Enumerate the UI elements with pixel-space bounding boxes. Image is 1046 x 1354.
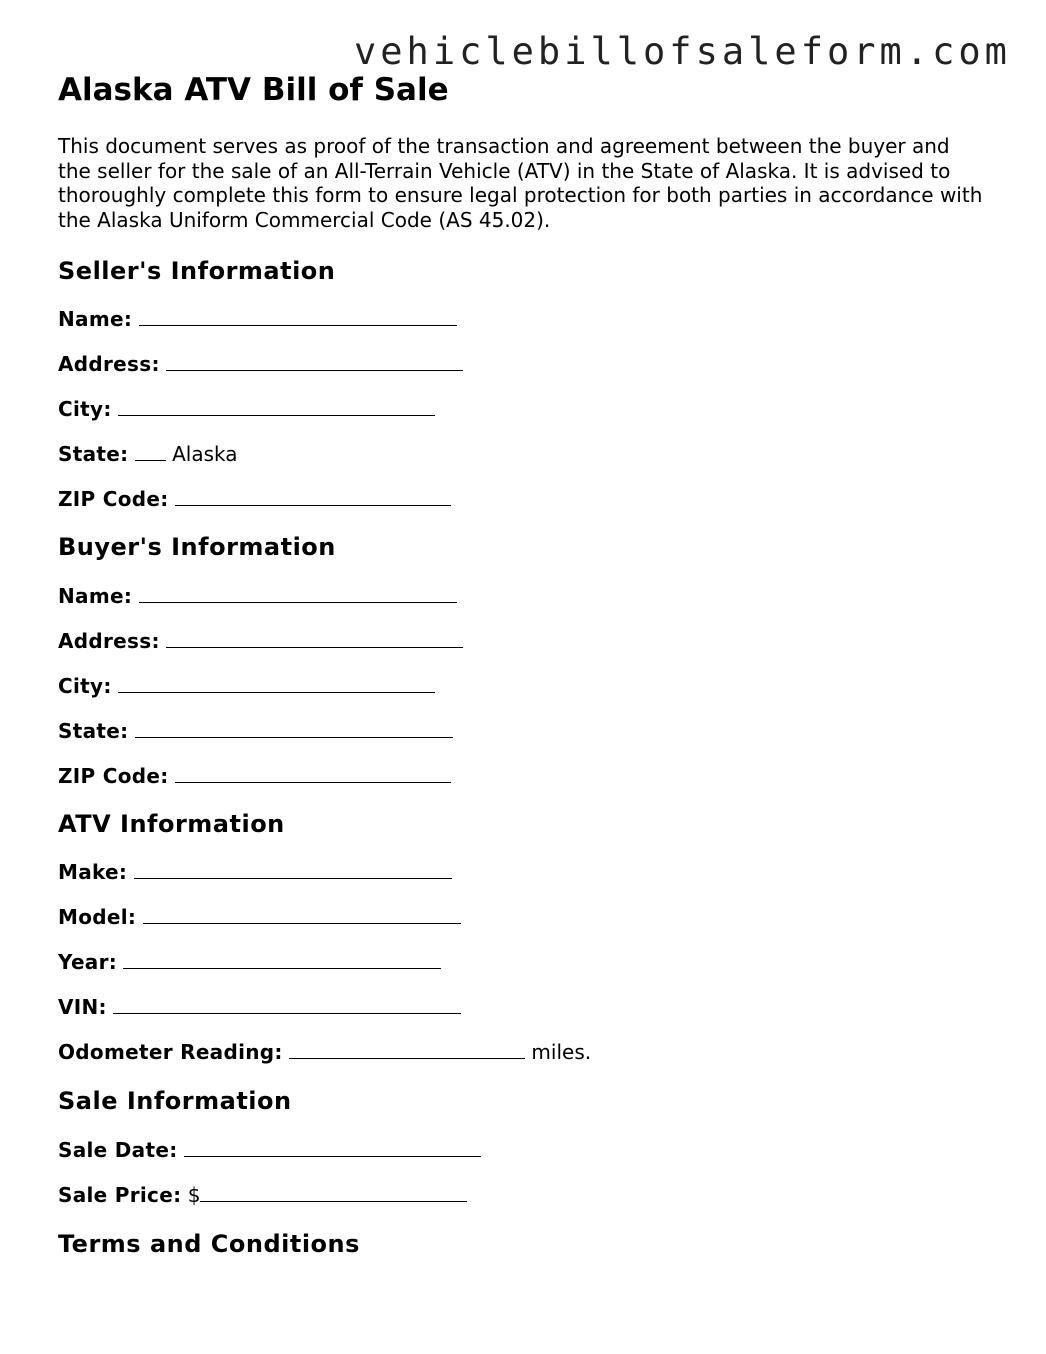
sale-price-currency: $ — [187, 1183, 201, 1207]
sale-date-input[interactable] — [184, 1138, 481, 1157]
atv-odometer-field — [58, 1039, 988, 1065]
seller-name-label: Name: — [58, 307, 133, 331]
seller-name-input[interactable] — [139, 307, 457, 326]
atv-model-label: Model: — [58, 905, 137, 929]
buyer-address-label: Address: — [58, 629, 160, 653]
atv-vin-input[interactable] — [113, 995, 461, 1014]
buyer-name-input[interactable] — [139, 584, 457, 603]
sale-date-label: Sale Date: — [58, 1138, 178, 1162]
atv-make-input[interactable] — [134, 860, 452, 879]
seller-address-field — [58, 351, 988, 377]
sale-price-field — [58, 1182, 988, 1208]
atv-model-input[interactable] — [143, 905, 461, 924]
seller-state-label: State: — [58, 442, 129, 466]
buyer-zip-input[interactable] — [175, 764, 451, 783]
atv-year-input[interactable] — [123, 950, 441, 969]
sale-price-label: Sale Price: — [58, 1183, 182, 1207]
atv-vin-field — [58, 994, 988, 1020]
buyer-address-field — [58, 628, 988, 654]
seller-state-value: Alaska — [172, 442, 238, 466]
seller-city-input[interactable] — [118, 397, 435, 416]
buyer-zip-label: ZIP Code: — [58, 764, 169, 788]
atv-odometer-label: Odometer Reading: — [58, 1040, 283, 1064]
buyer-state-field — [58, 718, 988, 744]
seller-zip-input[interactable] — [175, 487, 451, 506]
buyer-name-label: Name: — [58, 584, 133, 608]
seller-state-field — [58, 441, 988, 467]
atv-odometer-unit: miles. — [531, 1040, 592, 1064]
seller-address-label: Address: — [58, 352, 160, 376]
buyer-address-input[interactable] — [166, 629, 463, 648]
atv-model-field — [58, 904, 988, 930]
sale-heading: Sale Information — [58, 1087, 292, 1115]
seller-heading: Seller's Information — [58, 257, 336, 285]
buyer-city-field — [58, 673, 988, 699]
buyer-city-input[interactable] — [118, 674, 435, 693]
intro-paragraph: This document serves as proof of the transaction and agreement between the buyer and the seller for the sale of an All-Terrain Vehicle (ATV) in the State of Alaska. It is advised to thoroughly complete this form to ensure legal protection for both parties in accordance with the Alaska Uniform Commercial Code (AS 45.02). — [58, 134, 983, 232]
atv-heading: ATV Information — [58, 810, 285, 838]
terms-heading: Terms and Conditions — [58, 1230, 360, 1258]
site-watermark: vehiclebillofsaleform.com — [354, 30, 1011, 73]
buyer-heading: Buyer's Information — [58, 533, 336, 561]
buyer-state-input[interactable] — [135, 719, 453, 738]
atv-make-field — [58, 859, 988, 885]
sale-date-field — [58, 1137, 988, 1163]
seller-name-field — [58, 306, 988, 332]
buyer-city-label: City: — [58, 674, 112, 698]
atv-vin-label: VIN: — [58, 995, 107, 1019]
seller-state-input[interactable] — [135, 442, 166, 461]
atv-year-label: Year: — [58, 950, 118, 974]
bill-of-sale-document — [58, 70, 988, 1259]
seller-zip-field — [58, 486, 988, 512]
buyer-name-field — [58, 583, 988, 609]
seller-address-input[interactable] — [166, 352, 463, 371]
page-title: Alaska ATV Bill of Sale — [58, 72, 449, 108]
sale-price-input[interactable] — [200, 1183, 467, 1202]
buyer-state-label: State: — [58, 719, 129, 743]
atv-make-label: Make: — [58, 860, 128, 884]
seller-zip-label: ZIP Code: — [58, 487, 169, 511]
atv-year-field — [58, 949, 988, 975]
buyer-zip-field — [58, 763, 988, 789]
seller-city-field — [58, 396, 988, 422]
seller-city-label: City: — [58, 397, 112, 421]
atv-odometer-input[interactable] — [289, 1040, 525, 1059]
